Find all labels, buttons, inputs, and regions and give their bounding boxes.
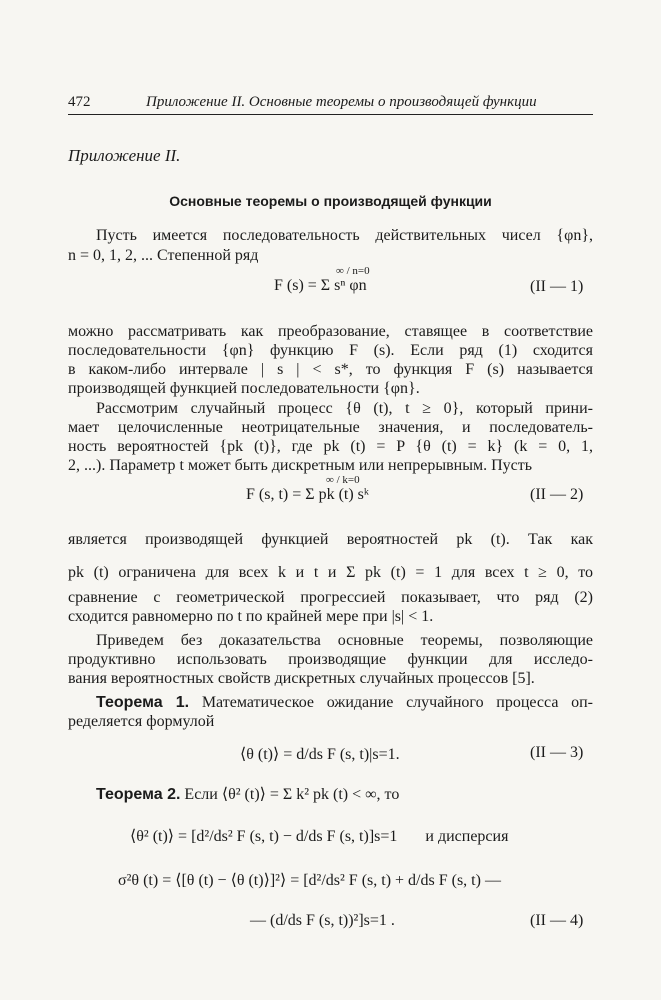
equation-1-text: F (s) = Σ sⁿ φn (274, 277, 367, 294)
theorem-2-text: Если ⟨θ² (t)⟩ = Σ k² pk (t) < ∞, то (184, 786, 400, 803)
p2-line-2: последовательности {φn} функцию F (s). Если ряд (1) сходится (68, 342, 593, 359)
theorem-1-line-1 (68, 693, 593, 712)
equation-4-number: (II — 4) (530, 912, 584, 929)
p3-line-3: ность вероятностей {pk (t)}, где pk (t) = P {θ (t) = k} (k = 0, 1, (68, 438, 593, 455)
equation-2 (246, 474, 369, 504)
p1-line-1: Пусть имеется последовательность действительных чисел {φn}, (96, 227, 593, 244)
p4-line-2: pk (t) ограничена для всех k и t и Σ pk (t) = 1 для всех t ≥ 0, то (68, 564, 593, 581)
page-number: 472 (68, 94, 91, 110)
page-header (68, 92, 593, 115)
p3-line-4: 2, ...). Параметр t может быть дискретным или непрерывным. Пусть (68, 457, 533, 474)
p5-line-2: продуктивно использовать производящие функции для исследо- (68, 651, 593, 668)
equation-4c: — (d/ds F (s, t))²]s=1 . (250, 912, 395, 929)
equation-4b: σ²θ (t) = ⟨[θ (t) − ⟨θ (t)⟩]²⟩ = [d²/ds² F (s, t) + d/ds F (s, t) — (118, 872, 501, 889)
equation-4a-text: ⟨θ² (t)⟩ = [d²/ds² F (s, t) − d/ds F (s, t)]s=1 (130, 828, 398, 845)
p5-line-3: вания вероятностных свойств дискретных случайных процессов [5]. (68, 670, 535, 687)
p2-line-3: в каком-либо интервале | s | < s*, то функция F (s) называется (68, 361, 593, 378)
theorem-2-line (96, 784, 399, 804)
equation-1-number: (II — 1) (530, 278, 584, 295)
equation-4a (130, 826, 508, 846)
equation-1 (274, 265, 370, 295)
p4-line-1: является производящей функцией вероятностей pk (t). Так как (68, 531, 593, 548)
p3-line-2: мает целочисленные неотрицательные значения, и последователь- (68, 419, 593, 436)
equation-1-limits: ∞ / n=0 (336, 265, 370, 277)
equation-2-text: F (s, t) = Σ pk (t) sᵏ (246, 486, 369, 503)
p2-line-4: производящей функцией последовательности {φn}. (68, 380, 420, 397)
p4-line-3: сравнение с геометрической прогрессией показывает, что ряд (2) (68, 589, 593, 606)
equation-4a-tail: и дисперсия (425, 828, 509, 845)
equation-2-number: (II — 2) (530, 486, 584, 503)
p1-line-2: n = 0, 1, 2, ... Степенной ряд (68, 247, 259, 264)
theorem-2-label: Теорема 2. (96, 786, 181, 803)
appendix-label: Приложение II. (68, 146, 181, 165)
p5-line-1: Приведем без доказательства основные теоремы, позволяющие (96, 632, 593, 649)
running-title: Приложение II. Основные теоремы о производящей функции (146, 94, 537, 110)
p3-line-1: Рассмотрим случайный процесс {θ (t), t ≥ 0}, который прини- (96, 400, 593, 417)
p4-line-4: сходится равномерно по t по крайней мере при |s| < 1. (68, 608, 434, 625)
p2-line-1: можно рассматривать как преобразование, ставящее в соответствие (68, 323, 593, 340)
theorem-1-line-2: ределяется формулой (68, 713, 215, 730)
section-title: Основные теоремы о производящей функции (169, 193, 492, 209)
theorem-1-text: Математическое ожидание случайного процесса оп- (189, 694, 593, 711)
equation-2-limits: ∞ / k=0 (326, 474, 360, 486)
theorem-1-label: Теорема 1. (96, 694, 190, 711)
equation-3: ⟨θ (t)⟩ = d/ds F (s, t)|s=1. (240, 746, 400, 763)
equation-3-number: (II — 3) (530, 744, 584, 761)
